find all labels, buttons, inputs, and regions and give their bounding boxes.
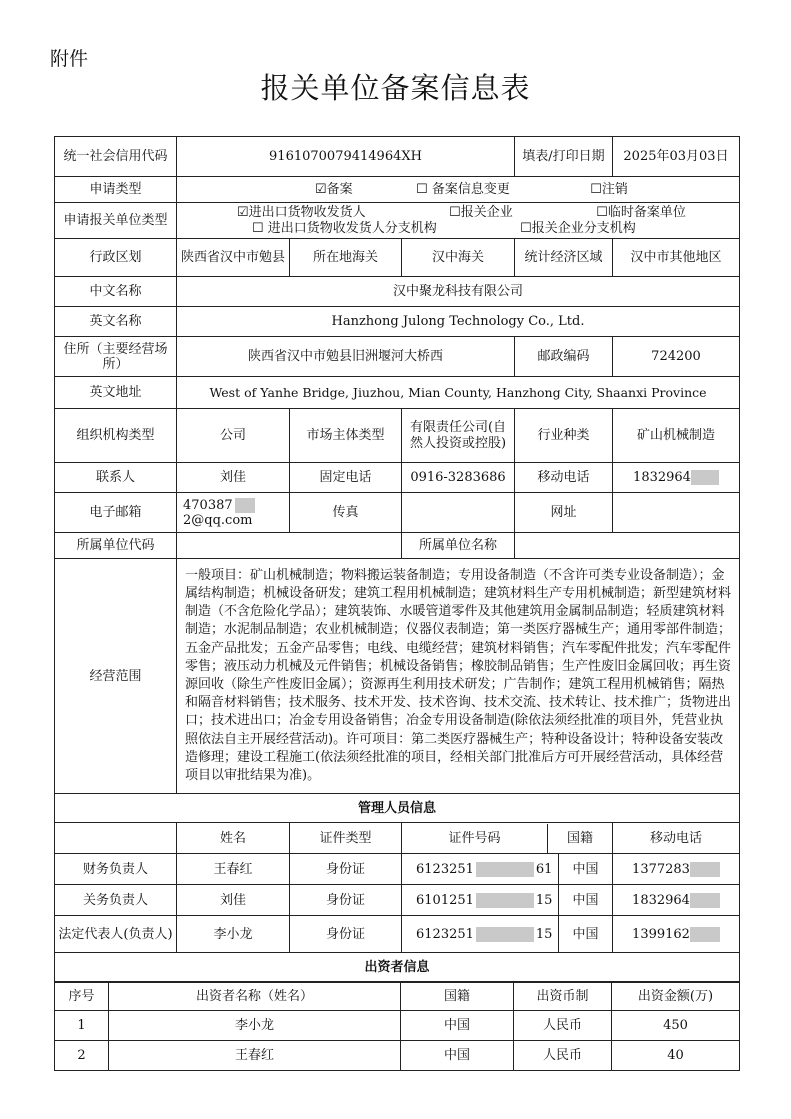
manager-id-cell: [402, 916, 613, 953]
registration-form: [54, 136, 740, 983]
table-row: [55, 1041, 740, 1071]
industry-label: 行业种类: [515, 409, 613, 463]
parent-code-label: 所属单位代码: [55, 533, 177, 559]
fill-date-label: 填表/打印日期: [515, 137, 613, 177]
investors-header-nationality: 国籍: [401, 982, 514, 1011]
investor-currency: 人民币: [514, 1041, 612, 1071]
investors-header-no: 序号: [55, 982, 109, 1011]
fill-date-value: 2025年03月03日: [613, 137, 740, 177]
manager-id-type: 身份证: [290, 916, 402, 953]
website-label: 网址: [515, 493, 613, 533]
market-type-value: 有限责任公司(自然人投资或控股): [402, 409, 515, 463]
apply-type-label: 申请类型: [55, 177, 177, 203]
redaction-block: [476, 927, 534, 942]
redaction-block: [690, 927, 720, 942]
customs-label: 所在地海关: [290, 239, 402, 277]
manager-mobile: 1377283: [613, 854, 740, 885]
unit-type-option-temporary[interactable]: ☐临时备案单位: [596, 204, 686, 220]
en-name-value: Hanzhong Julong Technology Co., Ltd.: [177, 307, 740, 337]
mobile-label: 移动电话: [515, 463, 613, 493]
managers-header-role: [55, 823, 177, 854]
manager-id-cell: [402, 885, 613, 916]
unit-type-option-consignee[interactable]: ☑进出口货物收发货人: [237, 204, 366, 220]
phone-label: 固定电话: [290, 463, 402, 493]
redaction-block: [235, 498, 255, 513]
cn-name-value: 汉中聚龙科技有限公司: [177, 277, 740, 307]
manager-id-type: 身份证: [290, 854, 402, 885]
investors-section-title: 出资者信息: [55, 953, 740, 983]
email-value: 4703872@qq.com: [177, 493, 290, 533]
document-title: 报关单位备案信息表: [260, 71, 531, 105]
manager-mobile: 1399162: [613, 916, 740, 953]
managers-header-id-type: 证件类型: [290, 823, 402, 854]
industry-value: 矿山机械制造: [613, 409, 740, 463]
region-label: 行政区划: [55, 239, 177, 277]
credit-code-value: 9161070079414964XH: [177, 137, 515, 177]
manager-name: 李小龙: [177, 916, 290, 953]
manager-name: 王春红: [177, 854, 290, 885]
managers-header-nationality: 国籍: [566, 830, 593, 846]
manager-role: 关务负责人: [55, 885, 177, 916]
econ-zone-value: 汉中市其他地区: [613, 239, 740, 277]
econ-zone-label: 统计经济区域: [515, 239, 613, 277]
manager-role: 法定代表人(负责人): [55, 916, 177, 953]
manager-role: 财务负责人: [55, 854, 177, 885]
investor-no: 1: [55, 1011, 109, 1041]
contact-value: 刘佳: [177, 463, 290, 493]
manager-id-no: 6123251 15: [402, 916, 559, 952]
investors-header-name: 出资者名称（姓名）: [109, 982, 401, 1011]
managers-header-id-no: [402, 823, 613, 854]
investor-currency: 人民币: [514, 1011, 612, 1041]
table-row: [55, 1011, 740, 1041]
attachment-label: 附件: [50, 48, 89, 70]
fax-value: [402, 493, 515, 533]
redaction-block: [690, 862, 720, 877]
phone-value: 0916-3283686: [402, 463, 515, 493]
managers-header-id-no-text: 证件号码: [402, 824, 548, 853]
redaction-block: [691, 470, 719, 485]
managers-header-name: 姓名: [177, 823, 290, 854]
investor-no: 2: [55, 1041, 109, 1071]
apply-type-option-cancel[interactable]: ☐注销: [590, 182, 628, 197]
managers-header-mobile: 移动电话: [613, 823, 740, 854]
parent-code-value: [177, 533, 402, 559]
investors-table: [54, 981, 740, 1071]
apply-type-option-register[interactable]: ☑备案: [315, 182, 353, 197]
unit-type-option-consignee-branch[interactable]: ☐ 进出口货物收发货人分支机构: [252, 220, 437, 236]
unit-type-option-broker-branch[interactable]: ☐报关企业分支机构: [520, 220, 636, 236]
table-row: [55, 885, 740, 916]
market-type-label: 市场主体类型: [290, 409, 402, 463]
email-label: 电子邮箱: [55, 493, 177, 533]
region-value: 陕西省汉中市勉县: [177, 239, 290, 277]
manager-id-cell: [402, 854, 613, 885]
table-row: [55, 854, 740, 885]
investors-header-amount: 出资金额(万): [612, 982, 740, 1011]
redaction-block: [476, 893, 534, 908]
managers-section-title: 管理人员信息: [55, 794, 740, 823]
table-row: [55, 916, 740, 953]
org-type-value: 公司: [177, 409, 290, 463]
org-type-label: 组织机构类型: [55, 409, 177, 463]
investor-amount: 40: [612, 1041, 740, 1071]
manager-nationality: 中国: [572, 926, 599, 942]
unit-type-option-broker[interactable]: ☐报关企业: [449, 204, 513, 220]
investor-name: 李小龙: [109, 1011, 401, 1041]
en-address-value: West of Yanhe Bridge, Jiuzhou, Mian County, Hanzhong City, Shaanxi Province: [177, 377, 740, 409]
postcode-value: 724200: [613, 337, 740, 377]
scope-value: 一般项目：矿山机械制造；物料搬运装备制造；专用设备制造（不含许可类专业设备制造）；金属结构制造；机械设备研发；建筑工程用机械制造；建筑材料生产专用机械制造；新型建筑材料制造（不含危险化学品）；建筑装饰、水暖管道零件及其他建筑用金属制品制造；轻质建筑材料制造；水泥制品制造；农业机械制造；仪器仪表制造；第一类医疗器械生产；通用零部件制造；五金产品批发；五金产品零售；电线、电缆经营；建筑材料销售；汽车零配件批发；汽车零配件零售；液压动力机械及元件销售；机械设备销售；橡胶制品销售；生产性废旧金属回收；再生资源回收（除生产性废旧金属）；资源再生利用技术研发；广告制作；建筑工程用机械销售；隔热和隔音材料销售；技术服务、技术开发、技术咨询、技术交流、技术转让、技术推广；货物进出口；技术进出口；冶金专用设备销售；冶金专用设备制造(除依法须经批准的项目外，凭营业执照依法自主开展经营活动)。许可项目：第二类医疗器械生产；特种设备设计；特种设备安装改造修理；建设工程施工(依法须经批准的项目，经相关部门批准后方可开展经营活动，具体经营项目以审批结果为准)。: [177, 559, 740, 794]
manager-name: 刘佳: [177, 885, 290, 916]
website-value: [613, 493, 740, 533]
investor-nationality: 中国: [401, 1041, 514, 1071]
en-address-label: 英文地址: [55, 377, 177, 409]
cn-name-label: 中文名称: [55, 277, 177, 307]
fax-label: 传真: [290, 493, 402, 533]
redaction-block: [476, 862, 534, 877]
apply-type-options: [177, 177, 740, 203]
redaction-block: [690, 893, 720, 908]
unit-type-options: [177, 203, 740, 239]
address-label: 住所（主要经营场所）: [55, 337, 177, 377]
parent-name-label: 所属单位名称: [402, 533, 515, 559]
unit-type-label: 申请报关单位类型: [55, 203, 177, 239]
customs-value: 汉中海关: [402, 239, 515, 277]
manager-nationality: 中国: [572, 892, 599, 908]
scope-label: 经营范围: [55, 559, 177, 794]
investor-name: 王春红: [109, 1041, 401, 1071]
credit-code-label: 统一社会信用代码: [55, 137, 177, 177]
address-value: 陕西省汉中市勉县旧洲堰河大桥西: [177, 337, 515, 377]
investors-header-currency: 出资币制: [514, 982, 612, 1011]
manager-id-no: 6101251 15: [402, 885, 559, 915]
manager-id-type: 身份证: [290, 885, 402, 916]
mobile-value: 1832964: [613, 463, 740, 493]
investor-amount: 450: [612, 1011, 740, 1041]
manager-nationality: 中国: [572, 861, 599, 877]
investor-nationality: 中国: [401, 1011, 514, 1041]
postcode-label: 邮政编码: [515, 337, 613, 377]
contact-label: 联系人: [55, 463, 177, 493]
manager-id-no: 6123251 61: [402, 854, 559, 884]
apply-type-option-change[interactable]: ☐ 备案信息变更: [416, 182, 510, 197]
manager-mobile: 1832964: [613, 885, 740, 916]
parent-name-value: [515, 533, 740, 559]
en-name-label: 英文名称: [55, 307, 177, 337]
